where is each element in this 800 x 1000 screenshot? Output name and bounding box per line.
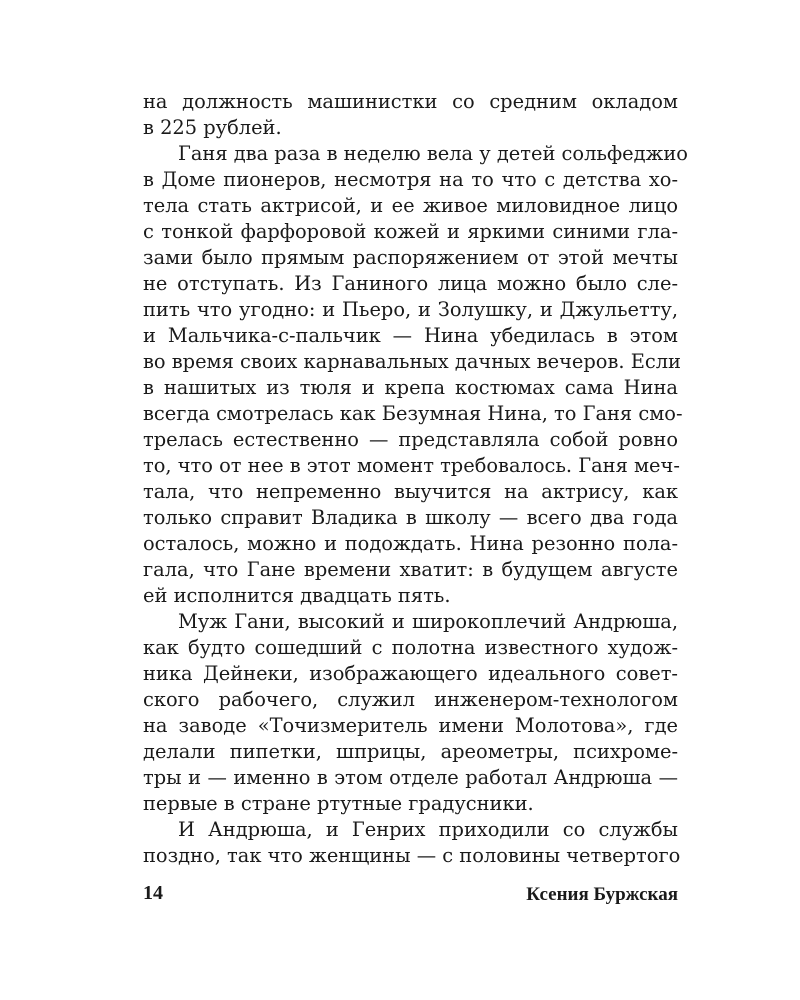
text-line: пить что угодно: и Пьеро, и Золушку, и Джульетту, xyxy=(143,298,678,321)
text-line: И Андрюша, и Генрих приходили со службы xyxy=(178,818,678,841)
text-line: как будто сошедший с полотна известного худож- xyxy=(143,636,678,659)
text-line: гала, что Гане времени хватит: в будущем августе xyxy=(143,558,678,581)
text-line: в 225 рублей. xyxy=(143,116,282,139)
text-line: зами было прямым распоряжением от этой мечты xyxy=(143,246,678,269)
text-line: делали пипетки, шприцы, ареометры, психроме- xyxy=(143,740,678,763)
text-line: во время своих карнавальных дачных вечеров. Если xyxy=(143,350,681,373)
text-line: ника Дейнеки, изображающего идеального совет- xyxy=(143,662,678,685)
text-line: и Мальчика-с-пальчик — Нина убедилась в этом xyxy=(143,324,678,347)
text-line: то, что от нее в этот момент требовалось. Ганя меч- xyxy=(143,454,680,477)
text-line: Муж Гани, высокий и широкоплечий Андрюша, xyxy=(178,610,678,633)
text-line: тала, что непременно выучится на актрису, как xyxy=(143,480,678,503)
text-line: только справит Владика в школу — всего два года xyxy=(143,506,678,529)
text-line: тры и — именно в этом отделе работал Андрюша — xyxy=(143,766,678,789)
text-line: всегда смотрелась как Безумная Нина, то Ганя смо- xyxy=(143,402,683,425)
text-line: на заводе «Точизмеритель имени Молотова», где xyxy=(143,714,678,737)
body-text xyxy=(143,89,688,869)
text-line: в нашитых из тюля и крепа костюмах сама Нина xyxy=(143,376,678,399)
text-line: поздно, так что женщины — с половины четвертого xyxy=(143,844,681,867)
text-line: трелась естественно — представляла собой ровно xyxy=(143,428,678,451)
text-line: ского рабочего, служил инженером-технологом xyxy=(143,688,678,711)
text-line: с тонкой фарфоровой кожей и яркими синими гла- xyxy=(143,220,678,243)
text-line: не отступать. Из Ганиного лица можно было сле- xyxy=(143,272,678,295)
page-footer xyxy=(143,882,678,912)
text-line: ей исполнится двадцать пять. xyxy=(143,584,451,607)
text-line: тела стать актрисой, и ее живое миловидное лицо xyxy=(143,194,678,217)
text-line: первые в стране ртутные градусники. xyxy=(143,792,534,815)
text-line: в Доме пионеров, несмотря на то что с детства хо- xyxy=(143,168,678,191)
running-title: Ксения Буржская xyxy=(526,884,678,905)
text-line: Ганя два раза в неделю вела у детей сольфеджио xyxy=(178,142,688,165)
text-line: осталось, можно и подождать. Нина резонно пола- xyxy=(143,532,678,555)
text-line: на должность машинистки со средним окладом xyxy=(143,90,678,113)
page-number: 14 xyxy=(143,882,163,904)
